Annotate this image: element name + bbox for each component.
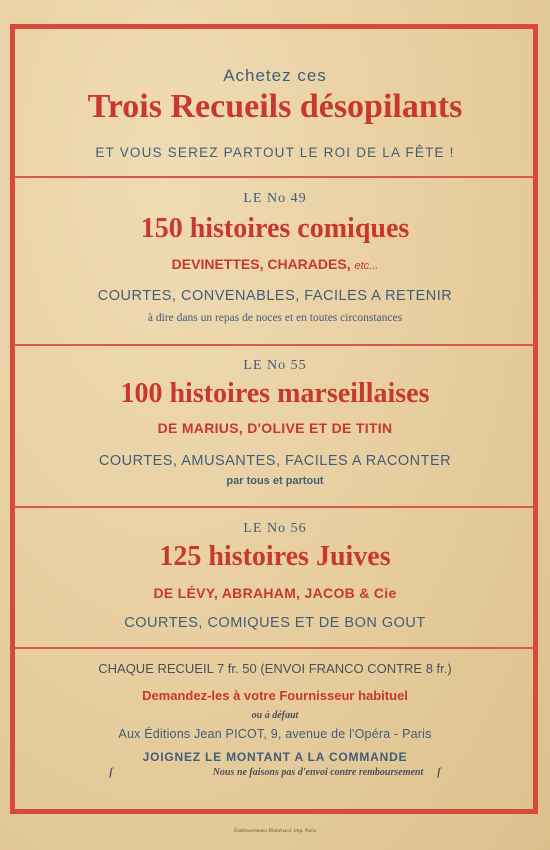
ornament-left: ſ [109,767,113,778]
book-subtitle-etc: etc... [354,260,379,272]
book-title: 125 histoires Juives [159,541,391,572]
intro-text: Achetez ces [223,66,327,85]
divider [14,647,534,649]
divider [14,506,534,508]
book-description: COURTES, COMIQUES ET DE BON GOUT [124,615,426,631]
book-description: COURTES, AMUSANTES, FACILES A RACONTER [98,453,452,469]
no-cod-line: ſ Nous ne faisons pas d'envoi contre remboursement ſ [109,767,441,778]
join-line: JOIGNEZ LE MONTANT A LA COMMANDE [142,750,408,764]
printer-credit: Établissements Blanchard, imp. Paris [233,828,317,834]
book-subtitle: DE LÉVY, ABRAHAM, JACOB & Cie [153,585,397,601]
book-title: 100 histoires marseillaises [120,378,430,409]
ask-line: Demandez-les à votre Fournisseur habituel [142,688,408,703]
book-subtitle: DE MARIUS, D'OLIVE ET DE TITIN [157,420,393,436]
main-title: Trois Recueils désopilants [87,88,463,125]
book-note: par tous et partout [226,475,324,487]
book-description: COURTES, CONVENABLES, FACILES A RETENIR [97,288,453,304]
book-subtitle: DEVINETTES, CHARADES, etc... [171,256,379,272]
book-note: à dire dans un repas de noces et en toutes circonstances [147,312,403,324]
divider [14,344,534,346]
price-line: CHAQUE RECUEIL 7 fr. 50 (ENVOI FRANCO CONTRE 8 fr.) [98,661,452,676]
ornament-right: ſ [437,767,441,778]
tagline: ET VOUS SEREZ PARTOUT LE ROI DE LA FÊTE ! [95,145,455,160]
publisher-line: Aux Éditions Jean PICOT, 9, avenue de l'Opéra - Paris [118,727,432,741]
book-title: 150 histoires comiques [140,213,410,244]
book-number: LE No 49 [243,191,307,206]
book-number: LE No 55 [243,358,307,373]
divider [14,176,534,178]
book-number: LE No 56 [243,521,307,536]
default-line: ou à défaut [251,710,299,721]
